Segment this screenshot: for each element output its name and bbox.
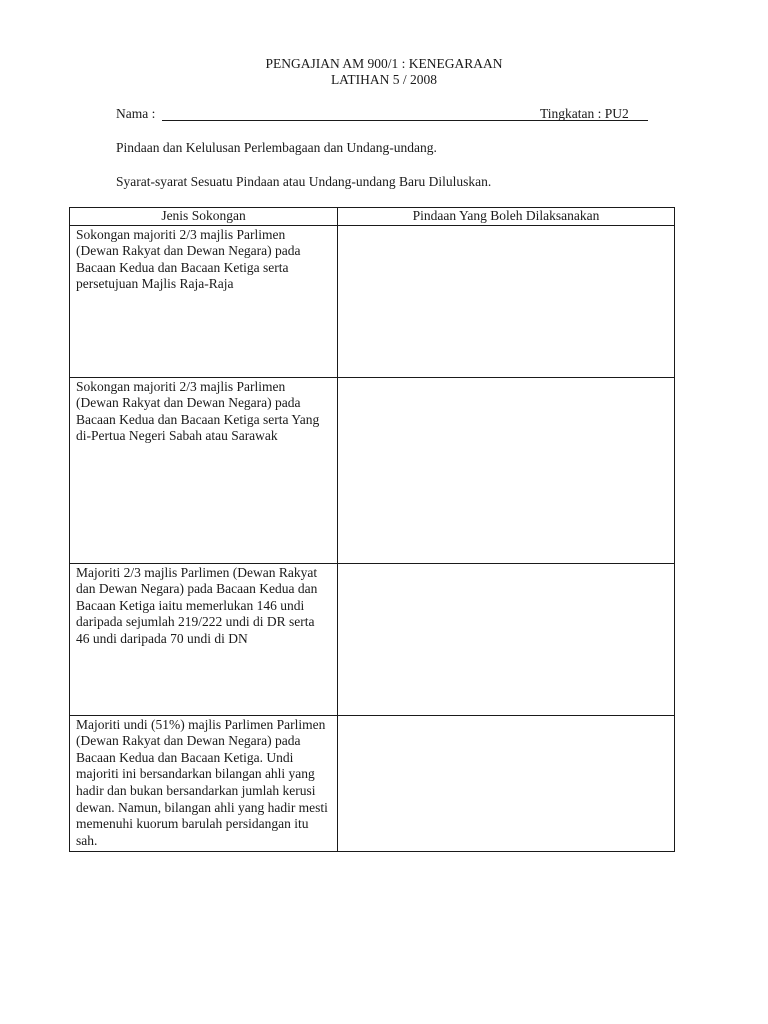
pindaan-answer-cell[interactable] — [338, 563, 675, 715]
pindaan-answer-cell[interactable] — [338, 377, 675, 563]
document-title: PENGAJIAN AM 900/1 : KENEGARAAN — [265, 56, 503, 71]
pindaan-answer-cell[interactable] — [338, 225, 675, 377]
jenis-sokongan-cell: Sokongan majoriti 2/3 majlis Parlimen (Dewan Rakyat dan Dewan Negara) pada Bacaan Kedua dan Bacaan Ketiga serta Yang di-Pertua Negeri Sabah atau Sarawak — [70, 377, 338, 563]
amendment-table — [69, 207, 675, 852]
jenis-sokongan-cell: Sokongan majoriti 2/3 majlis Parlimen (Dewan Rakyat dan Dewan Negara) pada Bacaan Kedua dan Bacaan Ketiga serta persetujuan Majlis Raja-Raja — [70, 225, 338, 377]
jenis-sokongan-cell: Majoriti undi (51%) majlis Parlimen Parlimen (Dewan Rakyat dan Dewan Negara) pada Bacaan Kedua dan Bacaan Ketiga. Undi majoriti ini bersandarkan bilangan ahli yang hadir dan bukan bersandarkan jumlah kerusi dewan. Namun, bilangan ahli yang hadir mesti memenuhi kuorum barulah persidangan itu sah. — [70, 715, 338, 851]
table-row — [70, 377, 675, 563]
tingkatan-label: Tingkatan : PU2 — [540, 106, 629, 121]
header-pindaan: Pindaan Yang Boleh Dilaksanakan — [338, 208, 675, 226]
document-header — [0, 56, 768, 88]
table-row — [70, 225, 675, 377]
header-jenis-sokongan: Jenis Sokongan — [70, 208, 338, 226]
intro-line-1: Pindaan dan Kelulusan Perlembagaan dan Undang-undang. — [116, 140, 437, 155]
table-header-row — [70, 208, 675, 226]
pindaan-answer-cell[interactable] — [338, 715, 675, 851]
name-row — [116, 106, 656, 124]
document-subtitle: LATIHAN 5 / 2008 — [330, 72, 438, 87]
name-label: Nama : — [116, 106, 156, 121]
jenis-sokongan-cell: Majoriti 2/3 majlis Parlimen (Dewan Rakyat dan Dewan Negara) pada Bacaan Kedua dan Bacaan Ketiga iaitu memerlukan 146 undi daripada sejumlah 219/222 undi di DR serta 46 undi daripada 70 undi di DN — [70, 563, 338, 715]
table-row — [70, 563, 675, 715]
intro-line-2: Syarat-syarat Sesuatu Pindaan atau Undang-undang Baru Diluluskan. — [116, 174, 492, 189]
table-row — [70, 715, 675, 851]
